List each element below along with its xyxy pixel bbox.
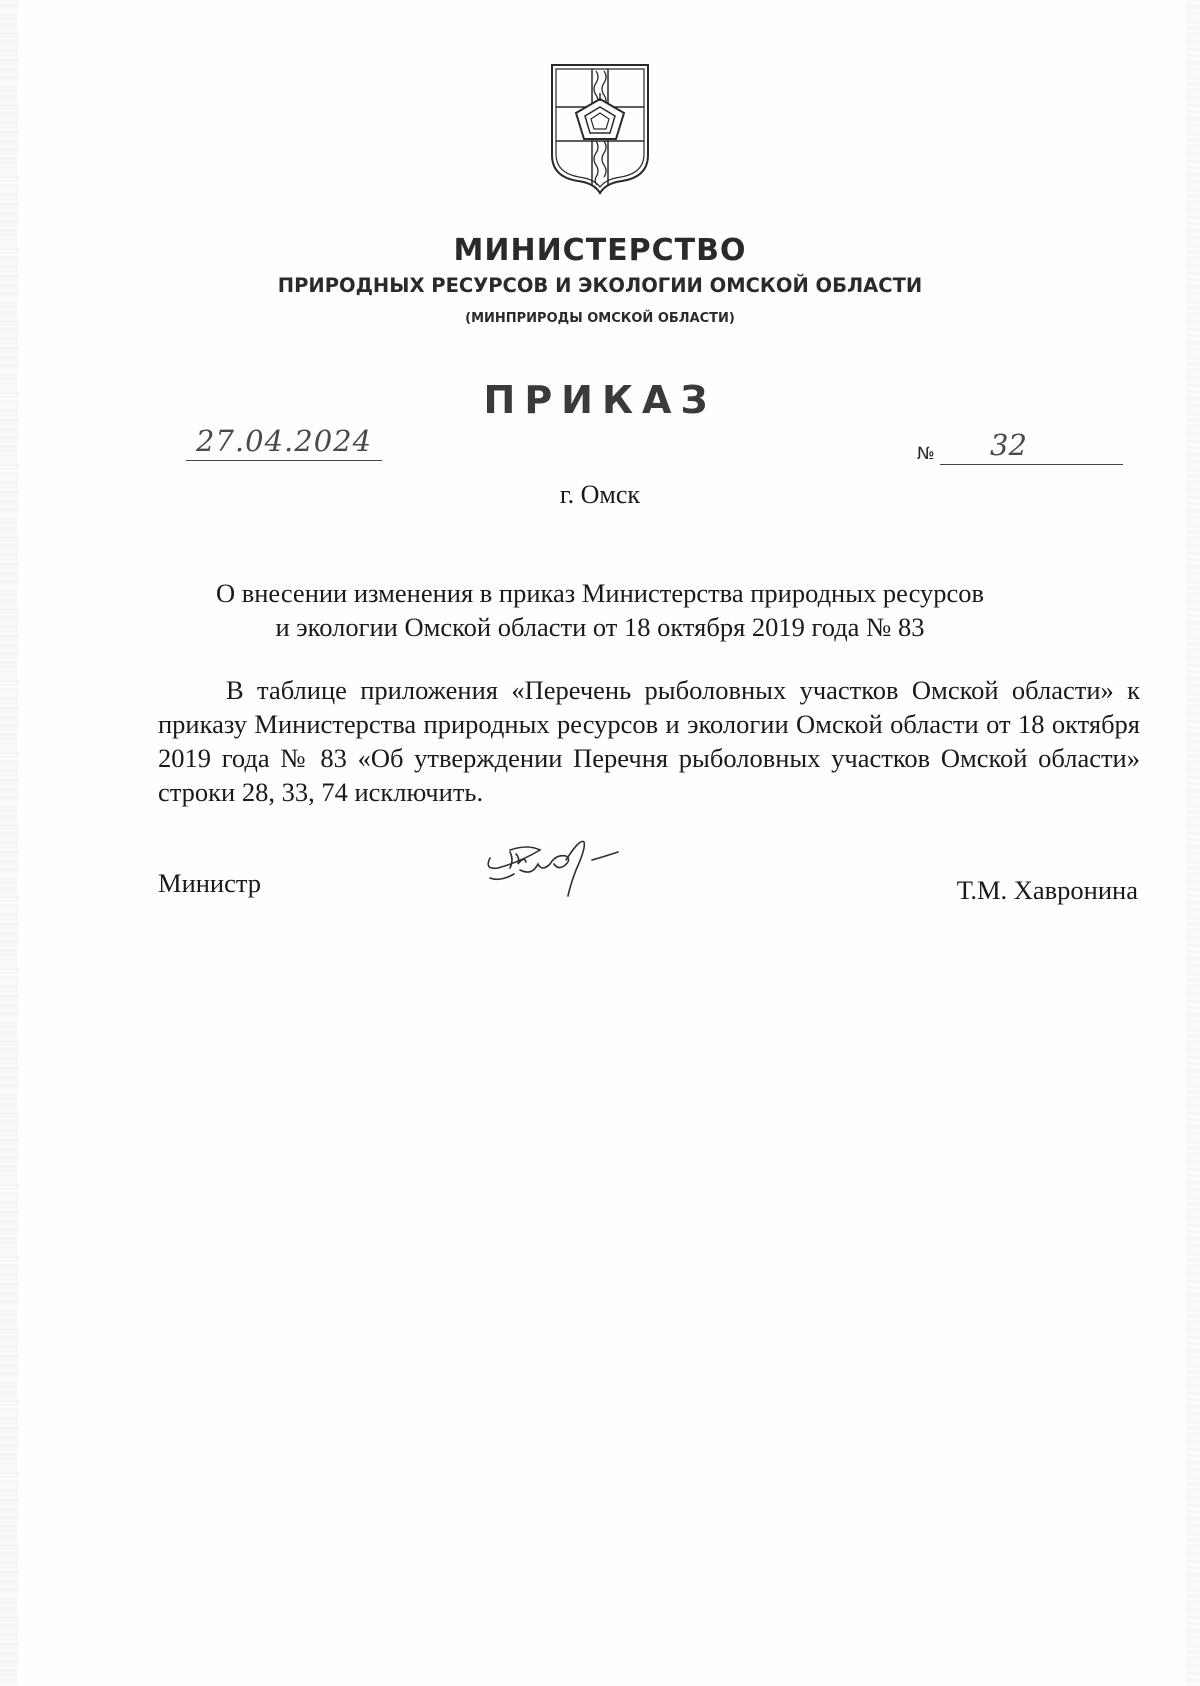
number-label: №: [917, 444, 935, 464]
document-type: ПРИКАЗ: [483, 378, 717, 422]
ministry-title: МИНИСТЕРСТВО: [453, 233, 747, 268]
heading-line: О внесении изменения в приказ Министерства природных ресурсов: [215, 578, 985, 608]
signatory-role: Министр: [158, 868, 262, 898]
handwritten-signature: [480, 830, 650, 910]
document-city: г. Омск: [559, 480, 641, 509]
signatory-name: Т.М. Хавронина: [956, 875, 1138, 905]
document-number: 32: [990, 428, 1027, 462]
document-body: В таблице приложения «Перечень рыболовных участков Омской области» к приказу Министерства природных ресурсов и экологии Омской области от 18 октября 2019 года № 83 «Об утверждении Перечня рыболовных участков Омской области» строки 28, 33, 74 исключить.: [158, 675, 1140, 807]
omsk-coat-of-arms-icon: [548, 63, 652, 195]
ministry-short-name: (МИНПРИРОДЫ ОМСКОЙ ОБЛАСТИ): [465, 311, 735, 326]
number-underline: [940, 464, 1123, 465]
heading-line: и экологии Омской области от 18 октября 2019 года № 83: [275, 612, 925, 642]
document-date: 27.04.2024: [196, 424, 373, 458]
ministry-subtitle: ПРИРОДНЫХ РЕСУРСОВ И ЭКОЛОГИИ ОМСКОЙ ОБЛАСТИ: [277, 274, 923, 297]
document-heading: [150, 576, 1050, 644]
date-underline: [186, 460, 382, 461]
